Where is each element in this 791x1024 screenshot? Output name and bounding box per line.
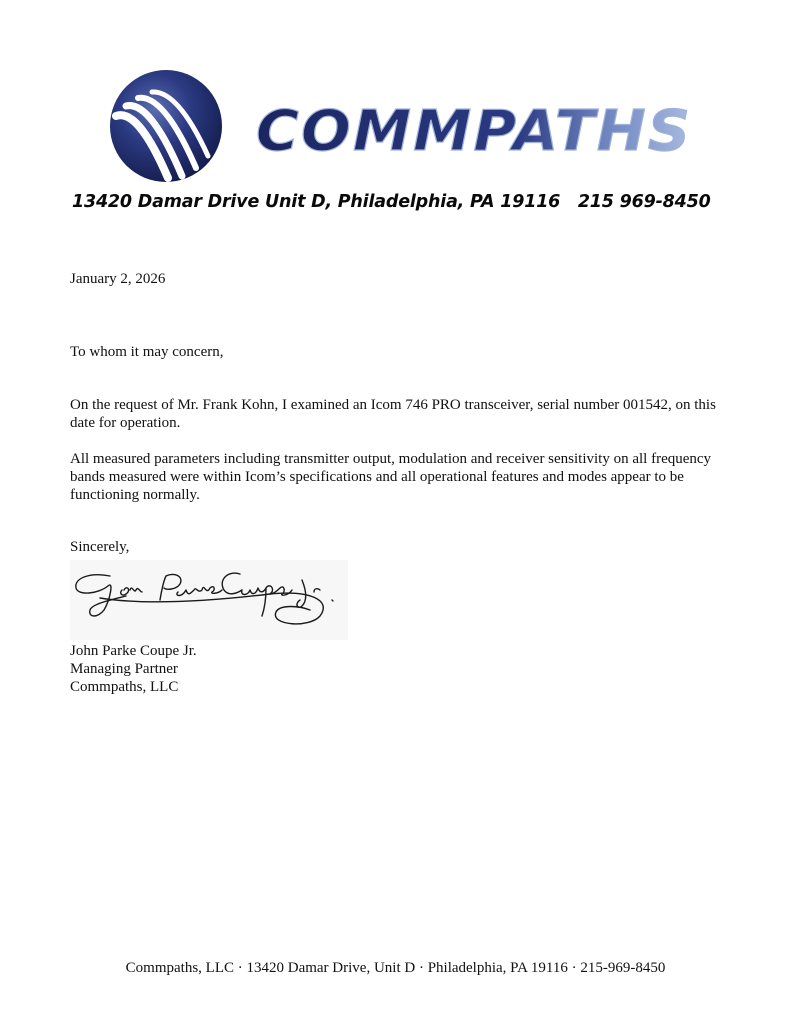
globe-swoosh-icon (110, 70, 222, 182)
signer-company: Commpaths, LLC (70, 679, 179, 695)
letter-date: January 2, 2026 (70, 271, 166, 287)
handwritten-signature (70, 560, 348, 640)
letter-salutation: To whom it may concern, (70, 344, 224, 360)
signer-block (70, 642, 197, 696)
letter-footer: Commpaths, LLC · 13420 Damar Drive, Unit D · Philadelphia, PA 19116 · 215-969-8450 (125, 960, 666, 976)
company-logo (108, 68, 708, 188)
letter-closing: Sincerely, (70, 539, 130, 555)
signer-title: Managing Partner (70, 661, 178, 677)
letter-paragraph-2: All measured parameters including transmitter output, modulation and receiver sensitivity on all frequency bands measured were within Icom’s specifications and all operational features and modes appear to be functioning normally. (70, 451, 712, 503)
company-logo-text: COMMPATHS (256, 99, 692, 164)
signer-name: John Parke Coupe Jr. (70, 643, 197, 659)
letterhead-address: 13420 Damar Drive Unit D, Philadelphia, PA 19116 215 969-8450 (72, 192, 711, 212)
letter-paragraph-1: On the request of Mr. Frank Kohn, I examined an Icom 746 PRO transceiver, serial number 001542, on this date for operation. (70, 397, 716, 431)
